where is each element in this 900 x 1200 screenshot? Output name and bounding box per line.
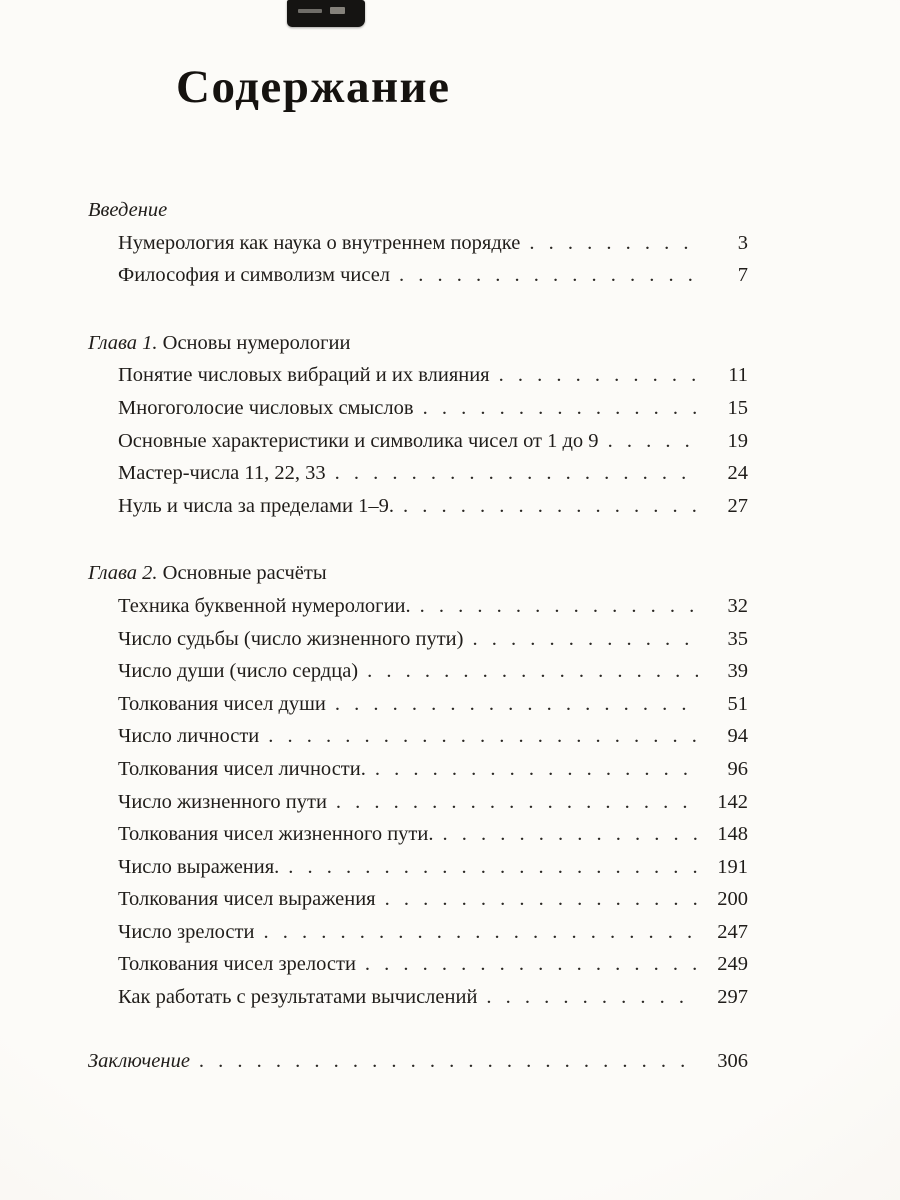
- toc-entry-page: 200: [717, 888, 748, 911]
- dot-leader: [335, 457, 698, 490]
- toc-entry-page: 51: [727, 692, 748, 715]
- dot-leader: [268, 720, 698, 753]
- toc-entry-title: Толкования чисел жизненного пути.: [118, 823, 434, 846]
- toc-entry: [88, 623, 748, 656]
- page-title: Содержание: [176, 61, 451, 113]
- table-of-contents: [88, 194, 748, 1077]
- toc-entry-page: 39: [727, 660, 748, 683]
- toc-entry: [88, 818, 748, 851]
- dot-leader: [443, 818, 699, 851]
- toc-entry: [88, 720, 748, 753]
- toc-entry-title: Многоголосие числовых смыслов: [118, 396, 414, 419]
- toc-entry: [88, 590, 748, 623]
- toc-entry-page: 35: [727, 627, 748, 650]
- toc-entry-title: Толкования чисел души: [118, 692, 326, 715]
- toc-entry: [88, 359, 748, 392]
- toc-entry-title: Толкования чисел выражения: [118, 888, 376, 911]
- toc-entry-page: 15: [727, 396, 748, 419]
- toc-section-heading-text: Основы нумерологии: [157, 331, 351, 354]
- scan-artifact-stamp: [287, 0, 365, 27]
- toc-section-heading-text: Основные расчёты: [157, 562, 327, 585]
- toc-section-items: [88, 227, 748, 292]
- toc-entry-title: Техника буквенной нумерологии.: [118, 594, 411, 617]
- toc-entry-title: Философия и символизм чисел: [118, 264, 391, 287]
- toc-entry-title: Как работать с результатами вычислений: [118, 986, 478, 1009]
- toc-section-heading-italic: Глава 2.: [88, 562, 158, 585]
- toc-entry: [88, 753, 748, 786]
- toc-entry-conclusion: [88, 1045, 748, 1078]
- toc-entry-page: 191: [717, 855, 748, 878]
- toc-entry: [88, 786, 748, 819]
- toc-entry-page: 3: [737, 231, 748, 254]
- toc-entry-page: 249: [717, 953, 748, 976]
- toc-entry-title: Число выражения.: [118, 855, 280, 878]
- toc-entry-title: Нуль и числа за пределами 1–9.: [118, 494, 394, 517]
- toc-entry-page: 306: [717, 1049, 748, 1072]
- toc-section: [88, 194, 748, 292]
- toc-section-heading: [88, 557, 748, 590]
- toc-entry: [88, 457, 748, 490]
- dot-leader: [420, 590, 698, 623]
- toc-entry-title: Понятие числовых вибраций и их влияния: [118, 364, 490, 387]
- toc-entry-title: Число личности: [118, 725, 260, 748]
- toc-section-heading-italic: Введение: [88, 199, 168, 221]
- toc-entry-page: 142: [717, 790, 748, 813]
- dot-leader: [365, 948, 698, 981]
- toc-entry-page: 7: [737, 264, 748, 287]
- toc-entry: [88, 259, 748, 292]
- toc-entry-page: 27: [727, 494, 748, 517]
- toc-entry: [88, 916, 748, 949]
- dot-leader: [399, 259, 698, 292]
- toc-entry-page: 247: [717, 920, 748, 943]
- toc-section-heading-italic: Глава 1.: [88, 331, 158, 354]
- toc-entry-title: Мастер-числа 11, 22, 33: [118, 462, 326, 485]
- toc-entry: [88, 392, 748, 425]
- toc-section-heading: [88, 327, 748, 360]
- dot-leader: [499, 359, 698, 392]
- dot-leader: [423, 392, 698, 425]
- toc-entry-page: 148: [717, 823, 748, 846]
- toc-entry: [88, 655, 748, 688]
- toc-section-heading: [88, 194, 748, 227]
- toc-entry-title: Основные характеристики и символика чисел от 1 до 9: [118, 429, 599, 452]
- dot-leader: [529, 227, 698, 260]
- toc-entry-page: 94: [727, 725, 748, 748]
- dot-leader: [385, 883, 698, 916]
- toc-entry-title: Толкования чисел зрелости: [118, 953, 356, 976]
- toc-entry: [88, 425, 748, 458]
- toc-entry: [88, 851, 748, 884]
- dot-leader: [486, 981, 698, 1014]
- toc-entry-title: Число жизненного пути: [118, 790, 327, 813]
- dot-leader: [288, 851, 698, 884]
- toc-entry-title: Нумерология как наука о внутреннем порядке: [118, 231, 521, 254]
- toc-entry-title: Толкования чисел личности.: [118, 757, 366, 780]
- toc-entry: [88, 490, 748, 523]
- toc-section-items: [88, 590, 748, 1014]
- stamp-mark: [330, 7, 345, 14]
- toc-entry-title: Число судьбы (число жизненного пути): [118, 627, 464, 650]
- stamp-mark: [298, 9, 322, 13]
- toc-entry-title: Заключение: [88, 1049, 190, 1072]
- toc-entry: [88, 227, 748, 260]
- toc-entry-page: 19: [727, 429, 748, 452]
- dot-leader: [608, 425, 698, 458]
- toc-entry: [88, 688, 748, 721]
- toc-sections: [88, 194, 748, 1014]
- dot-leader: [403, 490, 698, 523]
- dot-leader: [263, 916, 698, 949]
- dot-leader: [335, 688, 698, 721]
- toc-section: [88, 557, 748, 1013]
- dot-leader: [367, 655, 698, 688]
- toc-entry-page: 32: [727, 594, 748, 617]
- toc-section-items: [88, 359, 748, 522]
- toc-entry: [88, 883, 748, 916]
- toc-entry: [88, 981, 748, 1014]
- toc-entry-title: Число зрелости: [118, 920, 255, 943]
- toc-entry-page: 24: [727, 462, 748, 485]
- toc-entry: [88, 948, 748, 981]
- toc-entry-page: 96: [727, 757, 748, 780]
- dot-leader: [336, 786, 698, 819]
- dot-leader: [375, 753, 698, 786]
- toc-entry-page: 297: [717, 986, 748, 1009]
- dot-leader: [472, 623, 698, 656]
- dot-leader: [199, 1045, 698, 1078]
- toc-section: [88, 327, 748, 523]
- toc-entry-page: 11: [728, 364, 748, 387]
- toc-entry-title: Число души (число сердца): [118, 660, 359, 683]
